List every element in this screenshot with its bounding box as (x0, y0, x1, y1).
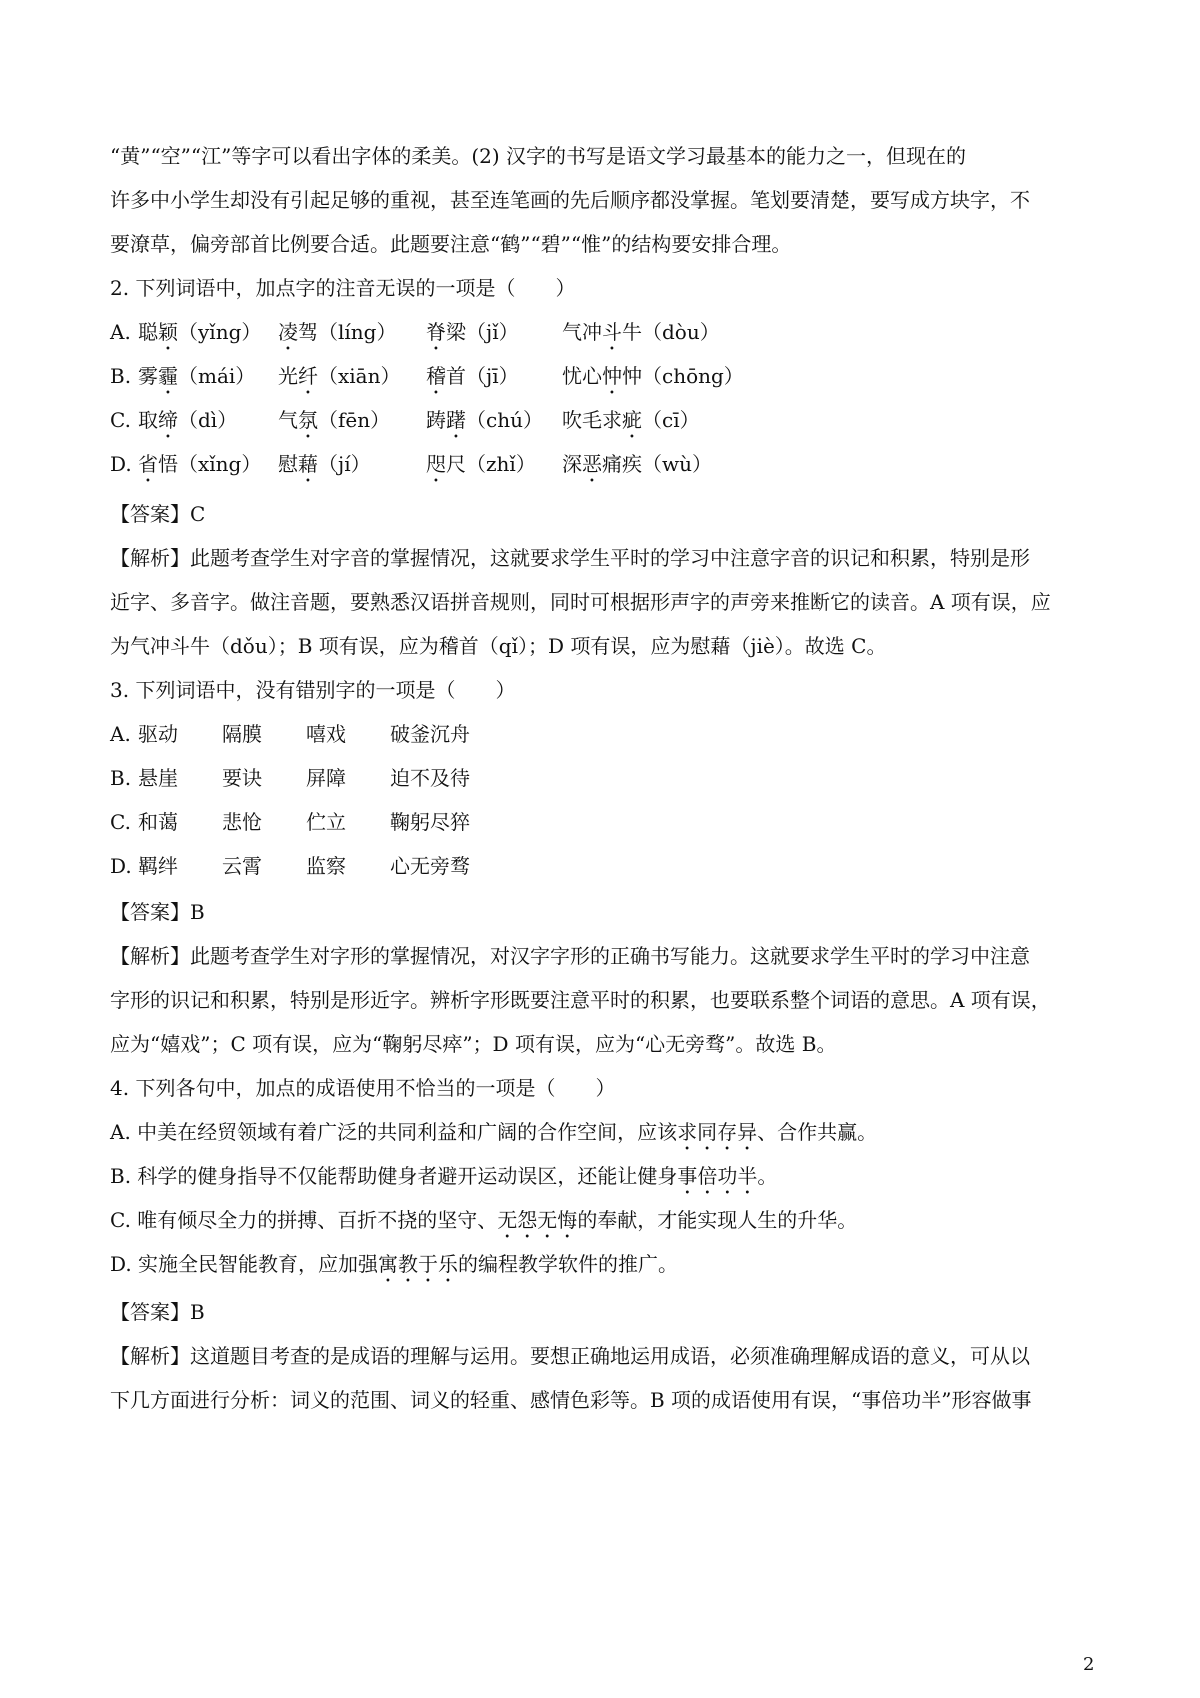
q4-option-c: C. 唯有倾尽全力的拼搏、百折不挠的坚守、无怨无悔的奉献，才能实现人生的升华。 (110, 1208, 858, 1232)
q4-option-b: B. 科学的健身指导不仅能帮助健身者避开运动误区，还能让健身事倍功半。 (110, 1164, 778, 1188)
q2-stem: 2. 下列词语中，加点字的注音无误的一项是（ ） (110, 276, 576, 300)
q3-answer: 【答案】B (110, 900, 205, 924)
document-page: “黄”“空”“江”等字可以看出字体的柔美。(2) 汉字的书写是语文学习最基本的能力之一，但现在的 许多中小学生却没有引起足够的重视，甚至连笔画的先后顺序都没掌握。笔划要清楚，要写成方块字，不 要潦草，偏旁部首比例要合适。此题要注意“鹤”“碧”“惟”的结构要安排合理。 2. 下列词语中，加点字的注音无误的一项是（ ） A. 聪颖（yǐng） 凌驾（líng） 脊梁（jǐ） 气冲斗牛（dòu） B. 雾霾（mái） 光纤（xiān） 稽首（jī） 忧心忡忡（chōng） C. 取缔（dì） 气氛（fēn） 踌躇（chú） 吹毛求疵（cī） D. 省悟（xǐng） 慰藉（jí） 咫尺（zhǐ） 深恶痛疾（wù） 【答案】C 【解析】此题考查学生对字音的掌握情况，这就要求学生平时的学习中注意字音的识记和积累，特别是形 近字、多音字。做注音题，要熟悉汉语拼音规则，同时可根据形声字的声旁来推断它的读音。A 项有误，应 为气冲斗牛（dǒu）；B 项有误，应为稽首（qǐ）；D 项有误，应为慰藉（jiè）。故选 C。 3. 下列词语中，没有错别字的一项是（ ） A. 驱动 隔膜 嘻戏 破釜沉舟 B. 悬崖 要诀 屏障 迫不及待 C. 和蔼 悲怆 伫立 鞠躬尽猝 D. 羁绊 云霄 监察 心无旁骛 【答案】B 【解析】此题考查学生对字形的掌握情况，对汉字字形的正确书写能力。这就要求学生平时的学习中注意 字形的识记和积累，特别是形近字。辨析字形既要注意平时的积累，也要联系整个词语的意思。A 项有误， 应为“嬉戏”；C 项有误，应为“鞠躬尽瘁”；D 项有误，应为“心无旁骛”。故选 B。 4. 下列各句中，加点的成语使用不恰当的一项是（ ） A. 中美在经贸领域有着广泛的共同利益和广阔的合作空间，应该求同存异、合作共赢。 B. 科学的健身指导不仅能帮助健身者避开运动误区，还能让健身事倍功半。 C. 唯有倾尽全力的拼搏、百折不挠的坚守、无怨无悔的奉献，才能实现人生的升华。 D. 实施全民智能教育，应加强寓教于乐的编程教学软件的推广。 【答案】B 【解析】这道题目考查的是成语的理解与运用。要想正确地运用成语，必须准确理解成语的意义，可从以 下几方面进行分析：词义的范围、词义的轻重、感情色彩等。B 项的成语使用有误，“事倍功半”形容做事 2 (110, 144, 1095, 1675)
q2-explanation-2: 近字、多音字。做注音题，要熟悉汉语拼音规则，同时可根据形声字的声旁来推断它的读音。A 项有误，应 (110, 590, 1051, 614)
q4-stem: 4. 下列各句中，加点的成语使用不恰当的一项是（ ） (110, 1076, 616, 1100)
q4-answer: 【答案】B (110, 1300, 205, 1324)
page-number: 2 (1083, 1654, 1095, 1675)
q2-answer: 【答案】C (110, 502, 206, 526)
q4-explanation-1: 【解析】这道题目考查的是成语的理解与运用。要想正确地运用成语，必须准确理解成语的意义，可从以 (110, 1344, 1030, 1368)
intro-line-3: 要潦草，偏旁部首比例要合适。此题要注意“鹤”“碧”“惟”的结构要安排合理。 (110, 232, 792, 256)
intro-line-2: 许多中小学生却没有引起足够的重视，甚至连笔画的先后顺序都没掌握。笔划要清楚，要写成方块字，不 (110, 188, 1030, 212)
q3-explanation-3: 应为“嬉戏”；C 项有误，应为“鞠躬尽瘁”；D 项有误，应为“心无旁骛”。故选 B。 (110, 1032, 837, 1056)
q4-explanation-2: 下几方面进行分析：词义的范围、词义的轻重、感情色彩等。B 项的成语使用有误，“事倍功半”形容做事 (110, 1388, 1032, 1412)
q2-explanation-3: 为气冲斗牛（dǒu）；B 项有误，应为稽首（qǐ）；D 项有误，应为慰藉（jiè）。故选 C。 (110, 634, 887, 658)
q4-option-a: A. 中美在经贸领域有着广泛的共同利益和广阔的合作空间，应该求同存异、合作共赢。 (110, 1120, 878, 1144)
intro-line-1: “黄”“空”“江”等字可以看出字体的柔美。(2) 汉字的书写是语文学习最基本的能力之一，但现在的 (110, 144, 967, 168)
q2-explanation-1: 【解析】此题考查学生对字音的掌握情况，这就要求学生平时的学习中注意字音的识记和积累，特别是形 (110, 546, 1030, 570)
q4-option-d: D. 实施全民智能教育，应加强寓教于乐的编程教学软件的推广。 (110, 1252, 679, 1276)
q3-explanation-1: 【解析】此题考查学生对字形的掌握情况，对汉字字形的正确书写能力。这就要求学生平时的学习中注意 (110, 944, 1030, 968)
q3-stem: 3. 下列词语中，没有错别字的一项是（ ） (110, 678, 516, 702)
q3-explanation-2: 字形的识记和积累，特别是形近字。辨析字形既要注意平时的积累，也要联系整个词语的意思。A 项有误， (110, 988, 1051, 1012)
